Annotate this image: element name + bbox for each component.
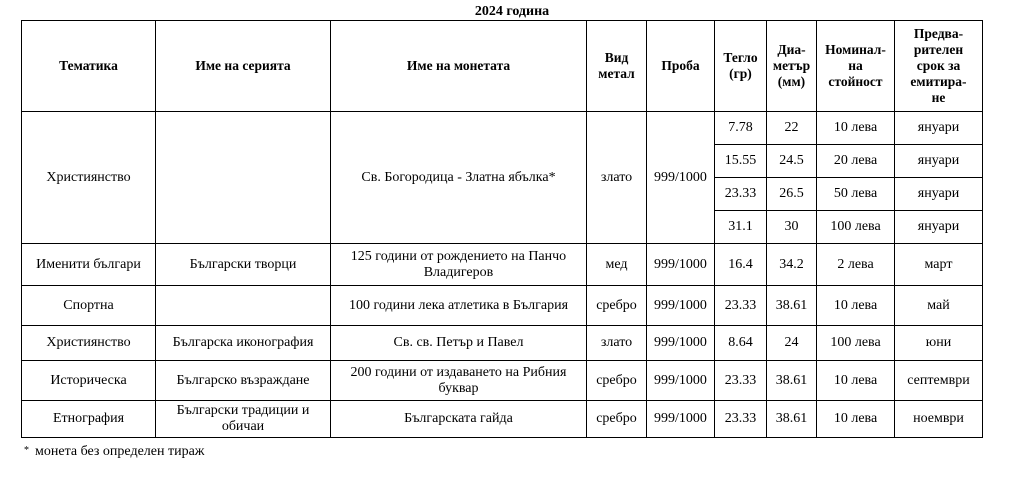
cell-theme: Християнство: [22, 112, 156, 244]
cell-issue: януари: [895, 211, 983, 244]
cell-nominal: 50 лева: [817, 178, 895, 211]
cell-weight: 23.33: [715, 286, 767, 326]
cell-theme: Спортна: [22, 286, 156, 326]
table-row: [22, 326, 983, 361]
cell-metal: сребро: [587, 401, 647, 438]
header-coin: Име на монетата: [331, 21, 587, 112]
cell-coin: 100 години лека атлетика в България: [331, 286, 587, 326]
cell-metal: злато: [587, 326, 647, 361]
cell-nominal: 100 лева: [817, 211, 895, 244]
cell-fineness: 999/1000: [647, 361, 715, 401]
cell-series: Български традиции и обичаи: [156, 401, 331, 438]
footnote: [24, 443, 204, 460]
cell-weight: 23.33: [715, 401, 767, 438]
cell-fineness: 999/1000: [647, 326, 715, 361]
cell-coin: Българската гайда: [331, 401, 587, 438]
cell-weight: 23.33: [715, 361, 767, 401]
cell-nominal: 2 лева: [817, 244, 895, 286]
cell-coin: 125 години от рождението на Панчо Владигеров: [331, 244, 587, 286]
cell-fineness: 999/1000: [647, 112, 715, 244]
cell-nominal: 100 лева: [817, 326, 895, 361]
cell-issue: януари: [895, 178, 983, 211]
cell-diameter: 24.5: [767, 145, 817, 178]
cell-diameter: 22: [767, 112, 817, 145]
cell-series: [156, 112, 331, 244]
cell-metal: сребро: [587, 361, 647, 401]
cell-issue: юни: [895, 326, 983, 361]
cell-series: Българска иконография: [156, 326, 331, 361]
cell-diameter: 24: [767, 326, 817, 361]
cell-theme: Именити българи: [22, 244, 156, 286]
cell-theme: Християнство: [22, 326, 156, 361]
cell-metal: мед: [587, 244, 647, 286]
cell-theme: Историческа: [22, 361, 156, 401]
header-nominal: Номинал- на стойност: [817, 21, 895, 112]
cell-metal: злато: [587, 112, 647, 244]
cell-nominal: 10 лева: [817, 286, 895, 326]
cell-coin: 200 години от издаването на Рибния буквар: [331, 361, 587, 401]
cell-weight: 16.4: [715, 244, 767, 286]
cell-nominal: 20 лева: [817, 145, 895, 178]
cell-metal: сребро: [587, 286, 647, 326]
header-metal: Вид метал: [587, 21, 647, 112]
table-row: [22, 244, 983, 286]
cell-weight: 8.64: [715, 326, 767, 361]
header-row: [22, 21, 983, 112]
coins-table: [21, 20, 983, 438]
cell-nominal: 10 лева: [817, 112, 895, 145]
cell-coin: Св. св. Петър и Павел: [331, 326, 587, 361]
cell-coin: Св. Богородица - Златна ябълка*: [331, 112, 587, 244]
cell-nominal: 10 лева: [817, 401, 895, 438]
cell-issue: септември: [895, 361, 983, 401]
header-fineness: Проба: [647, 21, 715, 112]
table-row: [22, 286, 983, 326]
header-weight: Тегло (гр): [715, 21, 767, 112]
footnote-mark: *: [24, 445, 29, 456]
cell-issue: януари: [895, 112, 983, 145]
table-title: 2024 година: [474, 4, 550, 19]
header-issue: Предва- рителен срок за емитира- не: [895, 21, 983, 112]
cell-series: Български творци: [156, 244, 331, 286]
cell-series: Българско възраждане: [156, 361, 331, 401]
footnote-text: монета без определен тираж: [35, 444, 205, 459]
cell-issue: януари: [895, 145, 983, 178]
cell-weight: 23.33: [715, 178, 767, 211]
cell-nominal: 10 лева: [817, 361, 895, 401]
cell-weight: 7.78: [715, 112, 767, 145]
cell-fineness: 999/1000: [647, 244, 715, 286]
cell-fineness: 999/1000: [647, 286, 715, 326]
cell-diameter: 26.5: [767, 178, 817, 211]
cell-diameter: 38.61: [767, 361, 817, 401]
table-row: [22, 112, 983, 145]
cell-theme: Етнография: [22, 401, 156, 438]
header-series: Име на серията: [156, 21, 331, 112]
table-row: [22, 401, 983, 438]
cell-diameter: 34.2: [767, 244, 817, 286]
cell-weight: 15.55: [715, 145, 767, 178]
cell-diameter: 30: [767, 211, 817, 244]
cell-issue: май: [895, 286, 983, 326]
cell-diameter: 38.61: [767, 401, 817, 438]
cell-diameter: 38.61: [767, 286, 817, 326]
cell-fineness: 999/1000: [647, 401, 715, 438]
cell-issue: март: [895, 244, 983, 286]
header-diameter: Диа- метър (мм): [767, 21, 817, 112]
cell-series: [156, 286, 331, 326]
header-theme: Тематика: [22, 21, 156, 112]
cell-issue: ноември: [895, 401, 983, 438]
table-row: [22, 361, 983, 401]
cell-weight: 31.1: [715, 211, 767, 244]
